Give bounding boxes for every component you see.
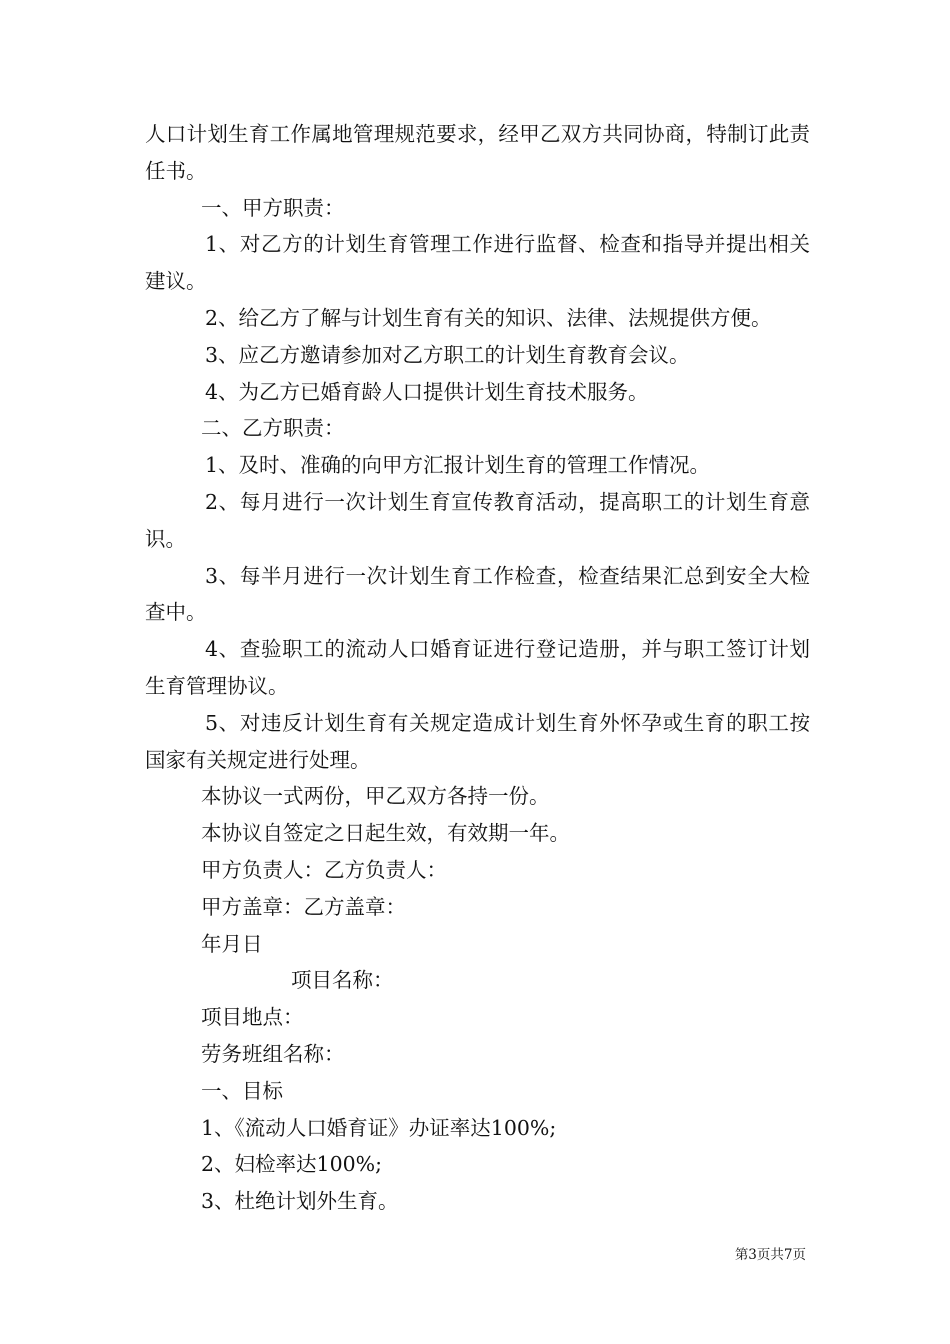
heading-party-b-duties: 二、乙方职责： <box>201 416 345 441</box>
page-number: 第3页共7页 <box>734 1247 806 1263</box>
labor-team-name-label: 劳务班组名称： <box>201 1041 345 1066</box>
paragraph-intro: 人口计划生育工作属地管理规范要求，经甲乙双方共同协商，特制订此责任书。 <box>145 122 810 183</box>
party-a-item-1: 1、对乙方的计划生育管理工作进行监督、检查和指导并提出相关建议。 <box>145 232 810 294</box>
goal-item-2: 2、妇检率达100%; <box>201 1152 383 1177</box>
party-b-item-4: 4、查验职工的流动人口婚育证进行登记造册，并与职工签订计划生育管理协议。 <box>145 637 810 698</box>
party-b-item-2: 2、每月进行一次计划生育宣传教育活动，提高职工的计划生育意识。 <box>145 489 810 551</box>
date-line: 年月日 <box>201 931 263 956</box>
party-b-item-5: 5、对违反计划生育有关规定造成计划生育外怀孕或生育的职工按国家有关规定进行处理。 <box>145 710 810 772</box>
party-a-item-3: 3、应乙方邀请参加对乙方职工的计划生育教育会议。 <box>205 342 690 367</box>
heading-goals: 一、目标 <box>201 1078 283 1103</box>
goal-item-3: 3、杜绝计划外生育。 <box>201 1189 399 1214</box>
project-location-label: 项目地点： <box>201 1005 304 1030</box>
seal-line: 甲方盖章：乙方盖章： <box>201 894 406 919</box>
project-name-label: 项目名称： <box>291 968 394 993</box>
signatories-line: 甲方负责人：乙方负责人： <box>201 857 447 882</box>
goal-item-1: 1、《流动人口婚育证》办证率达100%; <box>201 1115 557 1140</box>
party-b-item-3: 3、每半月进行一次计划生育工作检查，检查结果汇总到安全大检查中。 <box>145 563 810 625</box>
agreement-validity: 本协议自签定之日起生效，有效期一年。 <box>201 821 570 846</box>
agreement-copies: 本协议一式两份，甲乙双方各持一份。 <box>201 784 550 809</box>
party-b-item-1: 1、及时、准确的向甲方汇报计划生育的管理工作情况。 <box>205 453 711 478</box>
document-body <box>145 116 810 1220</box>
party-a-item-4: 4、为乙方已婚育龄人口提供计划生育技术服务。 <box>205 379 649 404</box>
heading-party-a-duties: 一、甲方职责： <box>201 195 345 220</box>
page-footer <box>735 1246 806 1264</box>
party-a-item-2: 2、给乙方了解与计划生育有关的知识、法律、法规提供方便。 <box>205 305 772 330</box>
